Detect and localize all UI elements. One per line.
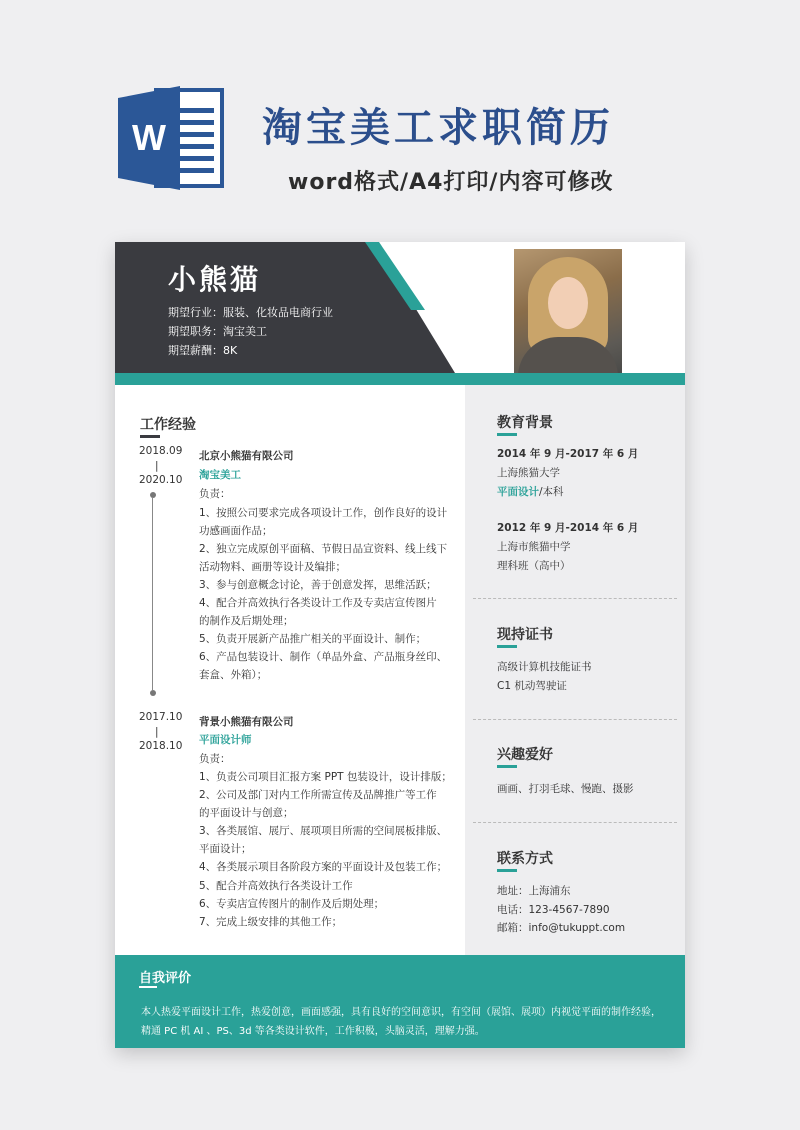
job2-line: 6、专卖店宣传图片的制作及后期处理； bbox=[199, 898, 385, 910]
svg-text:W: W bbox=[132, 117, 166, 158]
contact-email: 邮箱：info@tukuppt.com bbox=[497, 922, 626, 934]
self-eval-line: 本人热爱平面设计工作，热爱创意，画面感强，具有良好的空间意识，有空间（展馆、展项）内视觉平面的制作经验， bbox=[141, 1007, 661, 1018]
edu1-degree: /本科 bbox=[539, 486, 564, 498]
info-industry: 期望行业：服装、化妆品电商行业 bbox=[168, 306, 333, 319]
job2-start: 2017.10 bbox=[139, 711, 183, 723]
job1-line: 活动物料、画册等设计及编排； bbox=[199, 561, 346, 573]
contact-address: 地址：上海浦东 bbox=[497, 885, 571, 897]
resume-card bbox=[115, 242, 685, 1048]
self-eval-underline bbox=[139, 986, 157, 988]
job2-end: 2018.10 bbox=[139, 740, 183, 752]
profile-photo bbox=[514, 249, 622, 373]
work-title-underline bbox=[140, 435, 160, 438]
job1-line: 2、独立完成原创平面稿、节假日品宣资料、线上线下 bbox=[199, 543, 448, 555]
edu1-major-line bbox=[497, 484, 564, 499]
contact-title-underline bbox=[497, 869, 517, 872]
header-accent-bar bbox=[115, 373, 685, 385]
job1-line: 4、配合并高效执行各类设计工作及专卖店宣传图片 bbox=[199, 597, 437, 609]
job1-line: 功感画面作品； bbox=[199, 525, 273, 537]
info-salary: 期望薪酬：8K bbox=[168, 344, 238, 357]
page-title: 淘宝美工求职简历 bbox=[262, 105, 614, 151]
job1-line: 1、按照公司要求完成各项设计工作，创作良好的设计 bbox=[199, 507, 448, 519]
timeline-dot bbox=[150, 492, 156, 498]
timeline-dot bbox=[150, 690, 156, 696]
word-document-icon bbox=[118, 86, 226, 190]
job2-line: 5、配合并高效执行各类设计工作 bbox=[199, 880, 353, 892]
candidate-name: 小熊猫 bbox=[168, 263, 262, 296]
education-section-title: 教育背景 bbox=[497, 415, 553, 431]
work-section-title: 工作经验 bbox=[140, 417, 196, 433]
hobbies-title-underline bbox=[497, 765, 517, 768]
hobbies-section-title: 兴趣爱好 bbox=[497, 747, 553, 763]
job2-line: 平面设计； bbox=[199, 843, 252, 855]
edu1-period: 2014 年 9 月-2017 年 6 月 bbox=[497, 448, 639, 460]
job2-company: 背景小熊猫有限公司 bbox=[199, 716, 294, 728]
section-divider bbox=[473, 598, 677, 599]
job1-start: 2018.09 bbox=[139, 445, 183, 457]
job1-line: 5、负责开展新产品推广相关的平面设计、制作； bbox=[199, 633, 427, 645]
job2-role: 平面设计师 bbox=[199, 734, 252, 746]
info-position: 期望职务：淘宝美工 bbox=[168, 325, 267, 338]
page-subtitle: word格式/A4打印/内容可修改 bbox=[288, 170, 614, 195]
edu2-school: 上海市熊猫中学 bbox=[497, 541, 571, 553]
job1-duty-label: 负责： bbox=[199, 488, 231, 500]
job1-line: 套盒、外箱）； bbox=[199, 669, 268, 681]
job1-line: 3、参与创意概念讨论，善于创意发挥，思维活跃； bbox=[199, 579, 437, 591]
job2-sep: | bbox=[155, 726, 159, 738]
self-eval-line: 精通 PC 机 AI 、PS、3d 等各类设计软件，工作积极，头脑灵活，理解力强。 bbox=[141, 1026, 485, 1037]
job1-sep: | bbox=[155, 460, 159, 472]
job2-line: 3、各类展馆、展厅、展项项目所需的空间展板排版、 bbox=[199, 825, 448, 837]
job2-line: 1、负责公司项目汇报方案 PPT 包装设计，设计排版； bbox=[199, 771, 452, 783]
certs-section-title: 现持证书 bbox=[497, 627, 553, 643]
job1-line: 的制作及后期处理； bbox=[199, 615, 294, 627]
contact-section-title: 联系方式 bbox=[497, 851, 553, 867]
certs-title-underline bbox=[497, 645, 517, 648]
section-divider bbox=[473, 822, 677, 823]
cert-item: C1 机动驾驶证 bbox=[497, 680, 567, 692]
timeline-line bbox=[152, 498, 153, 690]
self-eval-title: 自我评价 bbox=[139, 971, 192, 986]
job1-end: 2020.10 bbox=[139, 474, 183, 486]
edu2-period: 2012 年 9 月-2014 年 6 月 bbox=[497, 522, 639, 534]
job2-line: 7、完成上级安排的其他工作； bbox=[199, 916, 343, 928]
job2-line: 的平面设计与创意； bbox=[199, 807, 294, 819]
job2-duty-label: 负责： bbox=[199, 753, 231, 765]
education-title-underline bbox=[497, 433, 517, 436]
job1-line: 6、产品包装设计、制作（单品外盒、产品瓶身丝印、 bbox=[199, 651, 448, 663]
job1-company: 北京小熊猫有限公司 bbox=[199, 450, 294, 462]
edu2-major: 理科班（高中） bbox=[497, 560, 571, 572]
job1-role: 淘宝美工 bbox=[199, 469, 241, 481]
hobbies-text: 画画、打羽毛球、慢跑、摄影 bbox=[497, 783, 634, 795]
cert-item: 高级计算机技能证书 bbox=[497, 661, 592, 673]
contact-phone: 电话：123-4567-7890 bbox=[497, 904, 610, 916]
job2-line: 4、各类展示项目各阶段方案的平面设计及包装工作； bbox=[199, 861, 448, 873]
edu1-school: 上海熊猫大学 bbox=[497, 467, 560, 479]
self-eval-band bbox=[115, 955, 685, 1048]
section-divider bbox=[473, 719, 677, 720]
edu1-major: 平面设计 bbox=[497, 486, 539, 498]
job2-line: 2、公司及部门对内工作所需宣传及品牌推广等工作 bbox=[199, 789, 437, 801]
